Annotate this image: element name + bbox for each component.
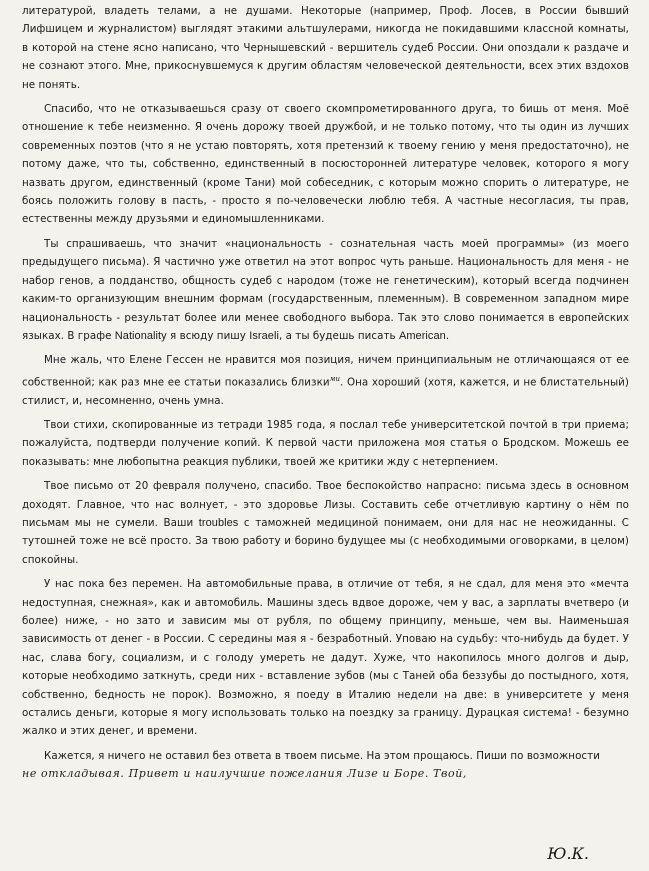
paragraph-8 (22, 747, 629, 784)
paragraph-6 (22, 477, 629, 569)
paragraph-3-end: . (445, 329, 450, 342)
paragraph-7 (22, 575, 629, 741)
paragraph-1 (22, 2, 629, 94)
paragraph-8-text: Кажется, я ничего не оставил без ответа в твоем письме. На этом прощаюсь. Пиши по возможности (44, 749, 600, 762)
handwritten-closing: не откладывая. Привет и наилучшие пожелания Лизе и Боре. Твой, (22, 767, 468, 781)
signature: Ю.К. (547, 844, 589, 863)
paragraph-5-text: Твои стихи, скопированные из тетради 1985 года, я послал тебе университетской почтой в три приема; пожалуйста, подтверди получение копий. К первой части приложена моя статья о Бродском. Можешь ее показывать: мне любопытна реакция публики, твоей же критики жду с нетерпением. (22, 418, 629, 468)
handwritten-insertion: ми (329, 374, 341, 383)
paragraph-3-text-c: , а ты будешь писать (278, 329, 396, 342)
paragraph-4 (22, 351, 629, 410)
paragraph-4-text-b: . Она хороший (хотя, кажется, и не блистательный) стилист, и, несомненно, очень умна. (22, 376, 629, 407)
paragraph-7-text: У нас пока без перемен. На автомобильные права, в отличие от тебя, я не сдал, для меня это «мечта недоступная, снежная», как и автомобиль. Машины здесь вдвое дороже, чем у вас, а зарплаты вчетверо (и более) ниже, - но зато и зависим мы от рубля, по общему принципу, меньше, чем вы. Наименьшая зависимость от денег - в России. С середины мая я - безработный. Уповаю на судьбу: что-нибудь да будет. У нас, слава богу, социализм, и с голоду умереть не дадут. Хуже, что накопилось много долгов и дыр, которые необходимо заткнуть, среди них - вставление зубов (мы с Таней оба беззубы до постыдного, хотя, собственно, бедность не порок). Возможно, я поеду в Италию недели на две: в университете у меня остались деньги, которые я могу использовать только на поездку за границу. Дурацкая система! - безумно жалко и этих денег, и времени. (22, 578, 629, 738)
paragraph-2-text: Спасибо, что не отказываешься сразу от своего скомпрометированного друга, то бишь от меня. Моё отношение к тебе неизменно. Я очень дорожу твоей дружбой, и не только потому, что ты один из лучших современных поэтов (что я не устаю повторять, хотя претензий к твоему гению у меня предостаточно), не потому даже, что ты, собственно, единственный в посюсторонней литературе человек, которого я могу назвать другом, единственный (кроме Тани) мой собеседник, с которым можно спорить о литературе, не боясь положить голову в пасть, - просто я по-человечески люблю тебя. А частные несогласия, ты прав, естественны между друзьями и единомышленниками. (22, 103, 629, 226)
word-israeli: Israeli (249, 329, 279, 342)
paragraph-3-text-a: Ты спрашиваешь, что значит «национальность - сознательная часть моей программы» (из моего предыдущего письма). Я частично уже ответил на этот вопрос чуть раньше. Национальность для меня - не набор генов, а подданство, общность судеб с народом (тоже не генетическим), который всегда подчинен каким-то организующим внешним формам (государственным, племенным). В современном западном мире национальность - результат более или менее свободного выбора. Так это слово понимается в европейских языках. В графе (22, 237, 629, 342)
paragraph-3-text-b: я всюду пишу (170, 329, 246, 342)
paragraph-6-text-a: Твое письмо от 20 февраля получено, спасибо. Твое беспокойство напрасно: письма здесь в основном доходят. Главное, что нас волнует, - это здоровье Лизы. Составить себе отчетливую картину о нём по письмам мы не сумели. Ваши (22, 480, 629, 529)
paragraph-6-text-b: с таможней медициной понимаем, они для нас не неожиданны. С тутошней тоже не всё просто. За твою работу и борино будущее мы (с необходимыми оговорками, в целом) спокойны. (22, 516, 630, 566)
paragraph-5 (22, 416, 629, 471)
paragraph-1-text: литературой, владеть телами, а не душами. Некоторые (например, Проф. Лосев, в России бывший Лифшицем и журналистом) выглядят этакими альтшулерами, никогда не покидавшими классной комнаты, в которой на стене ясно написано, что Чернышевский - вершитель судеб России. Они опоздали к раздаче и не сознают этого. Мне, прикоснувшемуся к другим областям человеческой деятельности, всех этих вздохов не понять. (22, 5, 629, 91)
paragraph-4-text-a: Мне жаль, что Елене Гессен не нравится моя позиция, ничем принципиальным не отличающаяся от ее собственной; как раз мне ее статьи показались близки (22, 354, 629, 389)
word-nationality: Nationality (114, 329, 167, 342)
word-troubles: troubles (198, 516, 239, 529)
word-american: American (398, 329, 446, 342)
paragraph-2 (22, 100, 629, 229)
paragraph-3 (22, 235, 629, 345)
